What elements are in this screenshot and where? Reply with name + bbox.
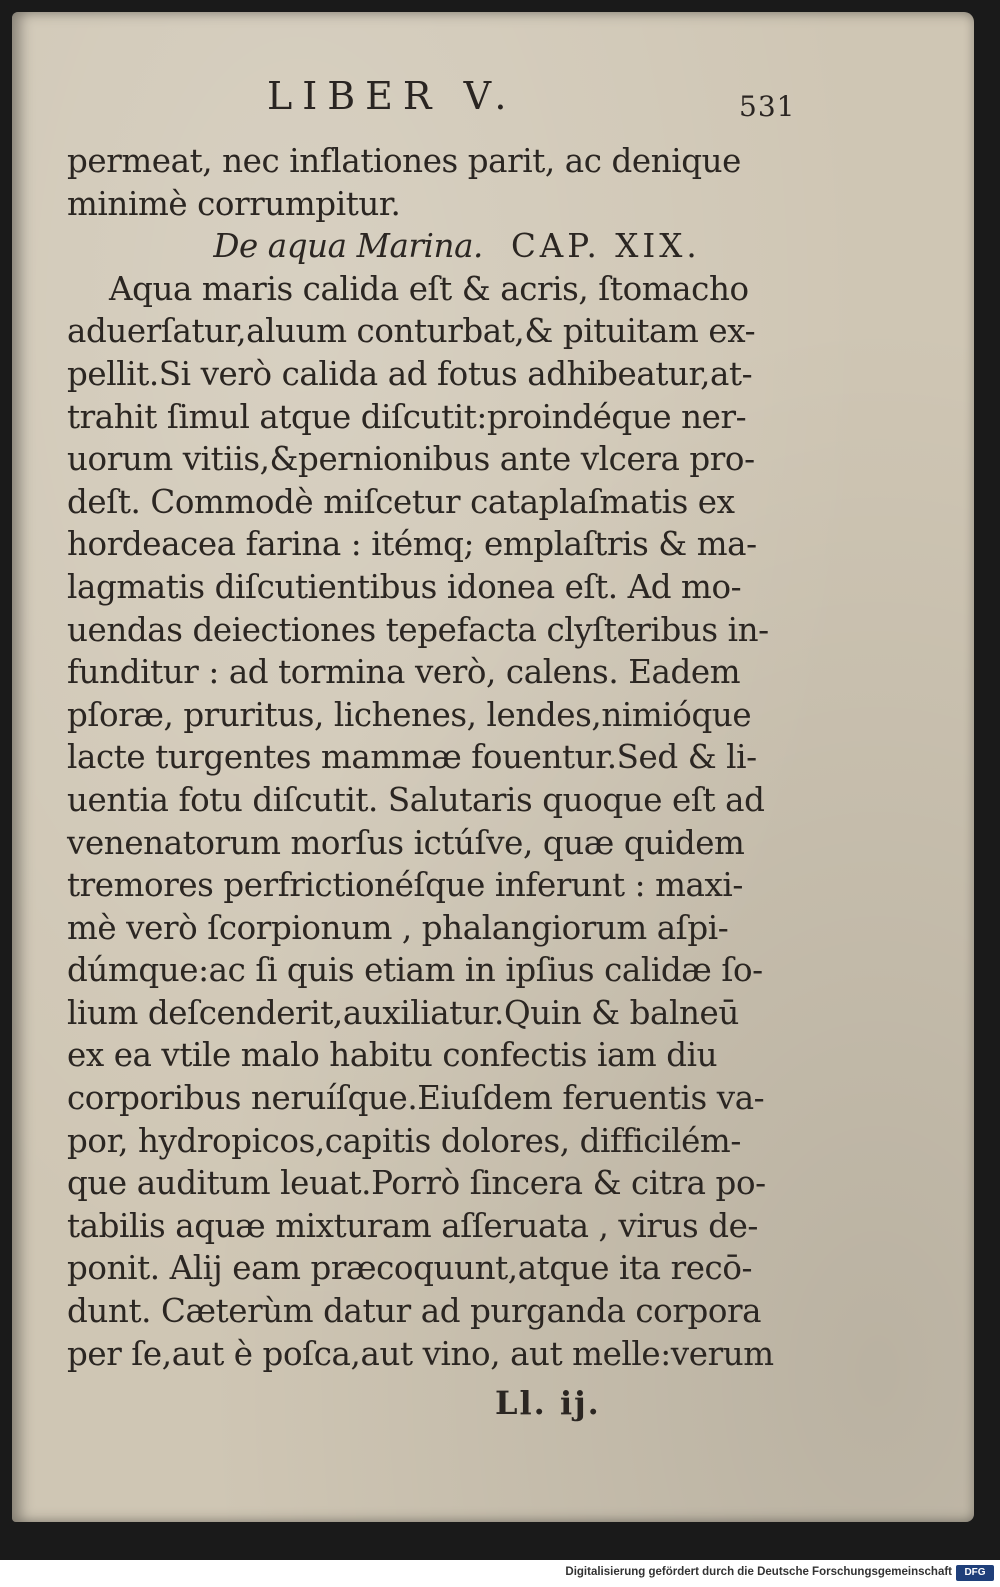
paragraph-line: funditur : ad tormina verò, calens. Eadem [67, 653, 741, 692]
paragraph-line: ex ea vtile malo habitu confectis iam diu [67, 1036, 718, 1075]
paragraph-line: trahit ſimul atque diſcutit:proindéque ner- [67, 397, 747, 436]
paragraph-line: dunt. Cæterùm datur ad purganda corpora [67, 1292, 762, 1331]
paragraph-line: tabilis aquæ mixturam aſſeruata , virus de- [67, 1206, 759, 1245]
signature-mark: Ll. ij. [495, 1384, 601, 1422]
paragraph-line: tremores perfrictionéſque inferunt : maxi- [67, 866, 743, 905]
paragraph-line: que auditum leuat.Porrò ſincera & citra po- [67, 1164, 766, 1203]
book-page [12, 12, 974, 1522]
paragraph-line: mè verò ſcorpionum , phalangiorum aſpi- [67, 908, 729, 947]
page-number: 531 [739, 90, 796, 123]
paragraph-line: uendas deiectiones tepefacta clyſteribus in- [67, 610, 769, 649]
paragraph-line: corporibus neruíſque.Eiuſdem feruentis va- [67, 1079, 765, 1118]
chapter-number: CAP. XIX. [510, 227, 701, 266]
running-head: LIBER V. [267, 74, 517, 118]
paragraph-line: lagmatis diſcutientibus idonea eſt. Ad mo- [67, 567, 742, 606]
chapter-heading [67, 225, 807, 268]
paragraph-line: dúmque:ac ſi quis etiam in ipſius calidæ ſo- [67, 951, 763, 990]
paragraph-line: lacte turgentes mammæ fouentur.Sed & li- [67, 738, 757, 777]
paragraph-line: hordeacea farina : itémq; emplaſtris & ma- [67, 525, 757, 564]
paragraph-line: per ſe,aut è poſca,aut vino, aut melle:verum [67, 1334, 774, 1373]
paragraph-line: ponit. Alij eam præcoquunt,atque ita recō- [67, 1249, 753, 1288]
text-line: permeat, nec inflationes parit, ac denique [67, 142, 742, 180]
paragraph-line: pellit.Si verò calida ad fotus adhibeatur,at- [67, 354, 753, 393]
paragraph-line: deſt. Commodè miſcetur cataplaſmatis ex [67, 482, 735, 521]
paragraph-line: aduerſatur,aluum conturbat,& pituitam ex- [67, 312, 756, 351]
body-text [67, 140, 807, 1375]
paragraph-line: Aqua maris calida eſt & acris, ſtomacho [109, 269, 749, 308]
dfg-logo[interactable]: DFG [956, 1565, 994, 1581]
paragraph-line: venenatorum morſus ictúſve, quæ quidem [67, 823, 745, 862]
paragraph-line: uorum vitiis,&pernionibus ante vlcera pro- [67, 440, 755, 479]
chapter-title: De aqua Marina. [213, 227, 483, 266]
funding-credit: Digitalisierung gefördert durch die Deutsche Forschungsgemeinschaft [565, 1566, 952, 1578]
text-line: minimè corrumpitur. [67, 184, 401, 223]
paragraph-line: uentia fotu diſcutit. Salutaris quoque eſt ad [67, 780, 765, 819]
paragraph-line: lium deſcenderit,auxiliatur.Quin & balneū [67, 993, 739, 1032]
page-header [12, 74, 974, 134]
footer-bar [0, 1560, 1000, 1587]
paragraph-line: pſoræ, pruritus, lichenes, lendes,nimióque [67, 695, 752, 734]
paragraph-line: por, hydropicos,capitis dolores, difficilém- [67, 1121, 741, 1160]
